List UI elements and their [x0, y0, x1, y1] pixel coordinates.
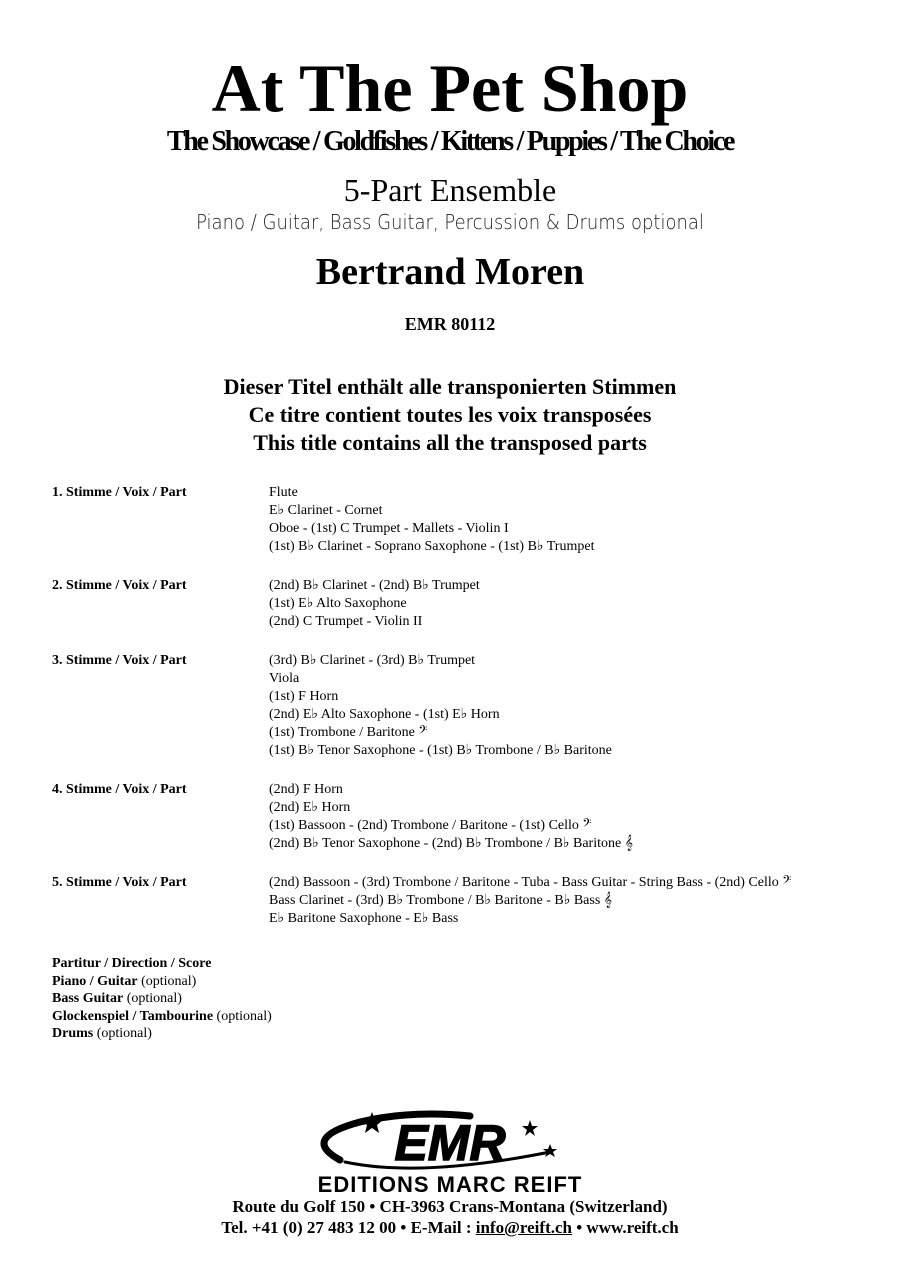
publisher-contact — [0, 1217, 900, 1239]
instrument-line: (2nd) F Horn — [269, 782, 343, 797]
ensemble-type: 5-Part Ensemble — [343, 172, 557, 208]
email-link[interactable]: info@reift.ch — [475, 1218, 572, 1237]
instrument-line: E♭ Clarinet - Cornet — [269, 503, 383, 518]
part-label: 2. Stimme / Voix / Part — [52, 578, 187, 593]
instrument-line: (2nd) C Trumpet - Violin II — [269, 614, 423, 629]
instrument-line: (1st) B♭ Tenor Saxophone - (1st) B♭ Trombone / B♭ Baritone — [269, 743, 612, 758]
publisher-name: EDITIONS MARC REIFT — [317, 1172, 583, 1197]
publisher-address: Route du Golf 150 • CH-3963 Crans-Montana (Switzerland) — [232, 1197, 668, 1216]
instrument-line: (2nd) B♭ Tenor Saxophone - (2nd) B♭ Trombone / B♭ Baritone 𝄞 — [269, 836, 633, 851]
instrument-line: (3rd) B♭ Clarinet - (3rd) B♭ Trumpet — [269, 653, 476, 668]
notice-line-french: Ce titre contient toutes les voix transposées — [248, 402, 652, 427]
composer-name: Bertrand Moren — [315, 251, 585, 293]
instrument-line: (1st) B♭ Clarinet - Soprano Saxophone - (1st) B♭ Trumpet — [269, 539, 595, 554]
instrument-line: Flute — [269, 485, 298, 500]
part-instruments — [269, 484, 872, 556]
star-icon — [543, 1144, 557, 1157]
instrument-line: Oboe - (1st) C Trumpet - Mallets - Violin I — [269, 521, 509, 536]
logo-text: EMR — [394, 1115, 506, 1171]
part-label: 1. Stimme / Voix / Part — [52, 485, 187, 500]
additional-parts — [52, 955, 272, 1043]
instrument-line: (2nd) Bassoon - (3rd) Trombone / Baritone - Tuba - Bass Guitar - String Bass - (2nd) Cello 𝄢 — [269, 875, 792, 890]
movement-list: The Showcase / Goldfishes / Kittens / Puppies / The Choice — [166, 126, 734, 157]
instrument-line: (1st) Trombone / Baritone 𝄢 — [269, 725, 428, 740]
instrument-line: (2nd) E♭ Horn — [269, 800, 351, 815]
part-label: 5. Stimme / Voix / Part — [52, 875, 187, 890]
part-4 — [52, 781, 872, 853]
part-2 — [52, 577, 872, 631]
instrument-line: E♭ Baritone Saxophone - E♭ Bass — [269, 911, 459, 926]
part-3 — [52, 652, 872, 760]
part-instruments — [269, 781, 872, 853]
part-5 — [52, 874, 872, 928]
website-link[interactable]: • www.reift.ch — [571, 1218, 679, 1237]
transposed-parts-notice — [0, 373, 900, 457]
notice-line-english: This title contains all the transposed parts — [253, 430, 647, 455]
star-icon — [522, 1120, 538, 1136]
instrument-line: (1st) E♭ Alto Saxophone — [269, 596, 407, 611]
instrument-line: Viola — [269, 671, 300, 686]
part-label: 3. Stimme / Voix / Part — [52, 653, 187, 668]
instrument-line: (1st) F Horn — [269, 689, 339, 704]
extra-piano-guitar: Piano / Guitar (optional) — [52, 973, 197, 989]
instrument-line: (2nd) E♭ Alto Saxophone - (1st) E♭ Horn — [269, 707, 500, 722]
instrument-line: (1st) Bassoon - (2nd) Trombone / Baritone - (1st) Cello 𝄢 — [269, 818, 592, 833]
optional-instrumentation: Piano / Guitar, Bass Guitar, Percussion & Drums optional — [196, 210, 704, 234]
instrument-line: Bass Clarinet - (3rd) B♭ Trombone / B♭ Baritone - B♭ Bass 𝄞 — [269, 893, 613, 908]
instrument-line: (2nd) B♭ Clarinet - (2nd) B♭ Trumpet — [269, 578, 480, 593]
catalog-number: EMR 80112 — [404, 314, 496, 334]
extra-bass-guitar: Bass Guitar (optional) — [52, 991, 182, 1006]
emr-logo-graphic — [300, 1108, 600, 1178]
extra-score: Partitur / Direction / Score — [52, 956, 212, 971]
extra-drums: Drums (optional) — [52, 1026, 152, 1041]
extra-glockenspiel: Glockenspiel / Tambourine (optional) — [52, 1008, 272, 1024]
part-instruments — [269, 652, 872, 760]
part-instruments — [269, 577, 872, 631]
part-1 — [52, 484, 872, 556]
part-instruments — [269, 874, 872, 928]
contact-tel: Tel. +41 (0) 27 483 12 00 • E-Mail : — [221, 1218, 476, 1237]
page-title: At The Pet Shop — [211, 50, 689, 126]
part-label: 4. Stimme / Voix / Part — [52, 782, 187, 797]
notice-line-german: Dieser Titel enthält alle transponierten Stimmen — [223, 374, 677, 399]
parts-list — [52, 484, 872, 949]
